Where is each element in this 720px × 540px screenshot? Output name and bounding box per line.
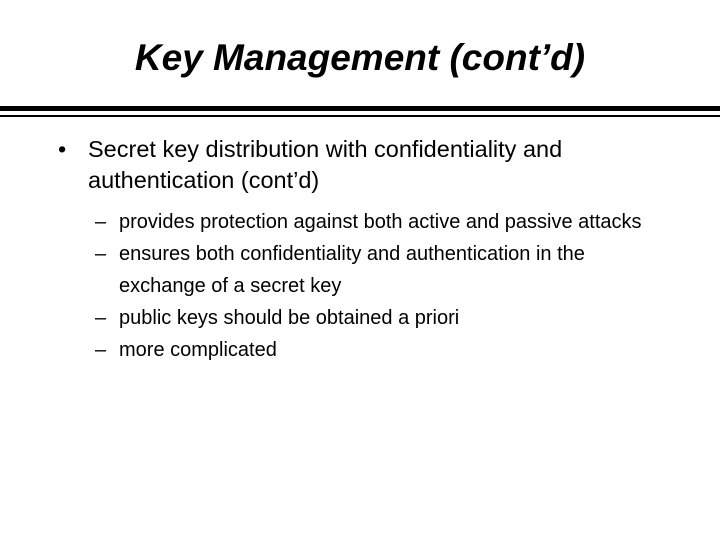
main-bullet — [58, 134, 698, 196]
bullet-row — [58, 134, 698, 196]
sub-bullet-item — [95, 334, 675, 366]
sub-bullet-item — [95, 302, 675, 334]
sub-bullet-text: ensures both confidentiality and authentication in the exchange of a secret key — [119, 243, 585, 297]
title-divider-thin — [0, 115, 720, 117]
dash-marker: – — [95, 307, 107, 329]
bullet-marker: • — [58, 136, 67, 162]
sub-bullet-item — [95, 206, 675, 238]
slide-title: Key Management (cont’d) — [134, 37, 586, 78]
dash-marker: – — [95, 211, 107, 233]
title-divider-thick — [0, 106, 720, 111]
sub-bullet-item — [95, 238, 675, 302]
sub-bullet-text: more complicated — [119, 339, 277, 361]
sub-bullet-text: provides protection against both active and passive attacks — [119, 211, 642, 233]
bullet-text: Secret key distribution with confidentiality and authentication (cont’d) — [88, 136, 563, 193]
dash-marker: – — [95, 243, 107, 265]
sub-bullet-list — [95, 206, 675, 366]
dash-marker: – — [95, 339, 107, 361]
sub-bullet-text: public keys should be obtained a priori — [119, 307, 460, 329]
